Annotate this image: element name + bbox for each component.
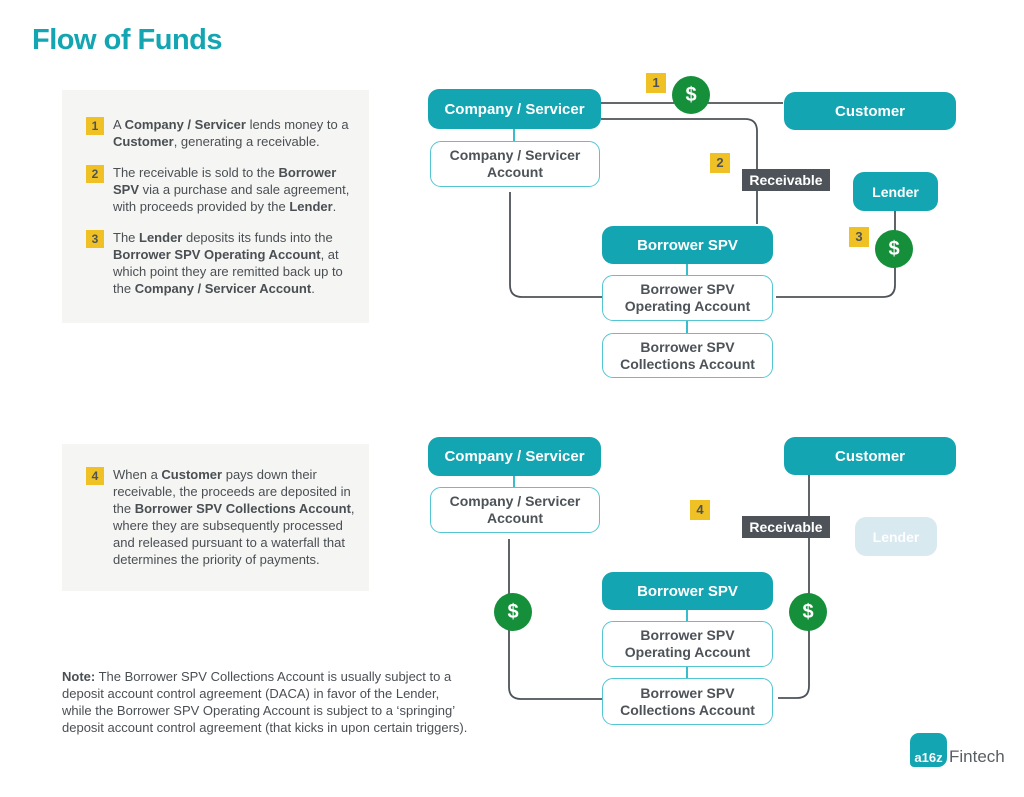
steps-panel-bottom	[62, 444, 369, 591]
money-icon-payment: $	[789, 593, 827, 631]
receivable-tag-top: Receivable	[742, 169, 830, 191]
step-item-1	[86, 116, 357, 150]
fintech-wordmark: Fintech	[949, 747, 1005, 766]
node-company-servicer-account-bottom: Company / Servicer Account	[430, 487, 600, 533]
node-company-servicer-account-top: Company / Servicer Account	[430, 141, 600, 187]
note-text: Note: The Borrower SPV Collections Account is usually subject to a deposit account control agreement (DACA) in favor of the Lender, while the Borrower SPV Operating Account is subject to a ‘springing’ deposit account control agreement (that kicks in upon certain triggers).	[62, 669, 468, 735]
step-number-badge: 1	[86, 117, 104, 135]
step-description: The receivable is sold to the Borrower SPV via a purchase and sale agreement, with proceeds provided by the Lender.	[113, 165, 350, 214]
node-customer-top: Customer	[784, 92, 956, 130]
money-icon-step3: $	[875, 230, 913, 268]
step-description: A Company / Servicer lends money to a Customer, generating a receivable.	[113, 117, 349, 149]
step-item-2	[86, 164, 357, 215]
steps-list-bottom	[86, 466, 357, 582]
money-icon-step1: $	[672, 76, 710, 114]
money-icon-remit: $	[494, 593, 532, 631]
a16z-logo-mark: a16z	[910, 733, 947, 767]
steps-list-top	[86, 116, 357, 311]
step-description: When a Customer pays down their receivable, the proceeds are deposited in the Borrower SPV Collections Account, where they are subsequently processed and released pursuant to a waterfall that determines the priority of payments.	[113, 467, 355, 567]
node-company-servicer-top: Company / Servicer	[428, 89, 601, 129]
step-item-3	[86, 229, 357, 297]
receivable-tag-bottom: Receivable	[742, 516, 830, 538]
node-borrower-spv-bottom: Borrower SPV	[602, 572, 773, 610]
step-number-badge: 4	[86, 467, 104, 485]
arrow-remit-to-company-account	[510, 192, 602, 297]
step-badge-2: 2	[710, 153, 730, 173]
step-badge-1: 1	[646, 73, 666, 93]
node-lender-top: Lender	[853, 172, 938, 211]
arrow-receivable-to-borrower-spv	[601, 119, 757, 224]
steps-panel-top	[62, 90, 369, 323]
node-lender-bottom-faded: Lender	[855, 517, 937, 556]
node-spv-collections-account-bottom: Borrower SPV Collections Account	[602, 678, 773, 725]
step-badge-4: 4	[690, 500, 710, 520]
arrow-customer-payment-to-collections	[778, 475, 809, 698]
step-item-4	[86, 466, 357, 568]
step-number-badge: 2	[86, 165, 104, 183]
a16z-fintech-logo	[910, 733, 1005, 767]
node-spv-operating-account-bottom: Borrower SPV Operating Account	[602, 621, 773, 667]
node-spv-operating-account-top: Borrower SPV Operating Account	[602, 275, 773, 321]
node-company-servicer-bottom: Company / Servicer	[428, 437, 601, 476]
page-title: Flow of Funds	[32, 24, 223, 56]
node-borrower-spv-top: Borrower SPV	[602, 226, 773, 264]
node-spv-collections-account-top: Borrower SPV Collections Account	[602, 333, 773, 378]
step-badge-3: 3	[849, 227, 869, 247]
node-customer-bottom: Customer	[784, 437, 956, 475]
step-description: The Lender deposits its funds into the Borrower SPV Operating Account, at which point they are remitted back up to the Company / Servicer Account.	[113, 230, 343, 296]
step-number-badge: 3	[86, 230, 104, 248]
